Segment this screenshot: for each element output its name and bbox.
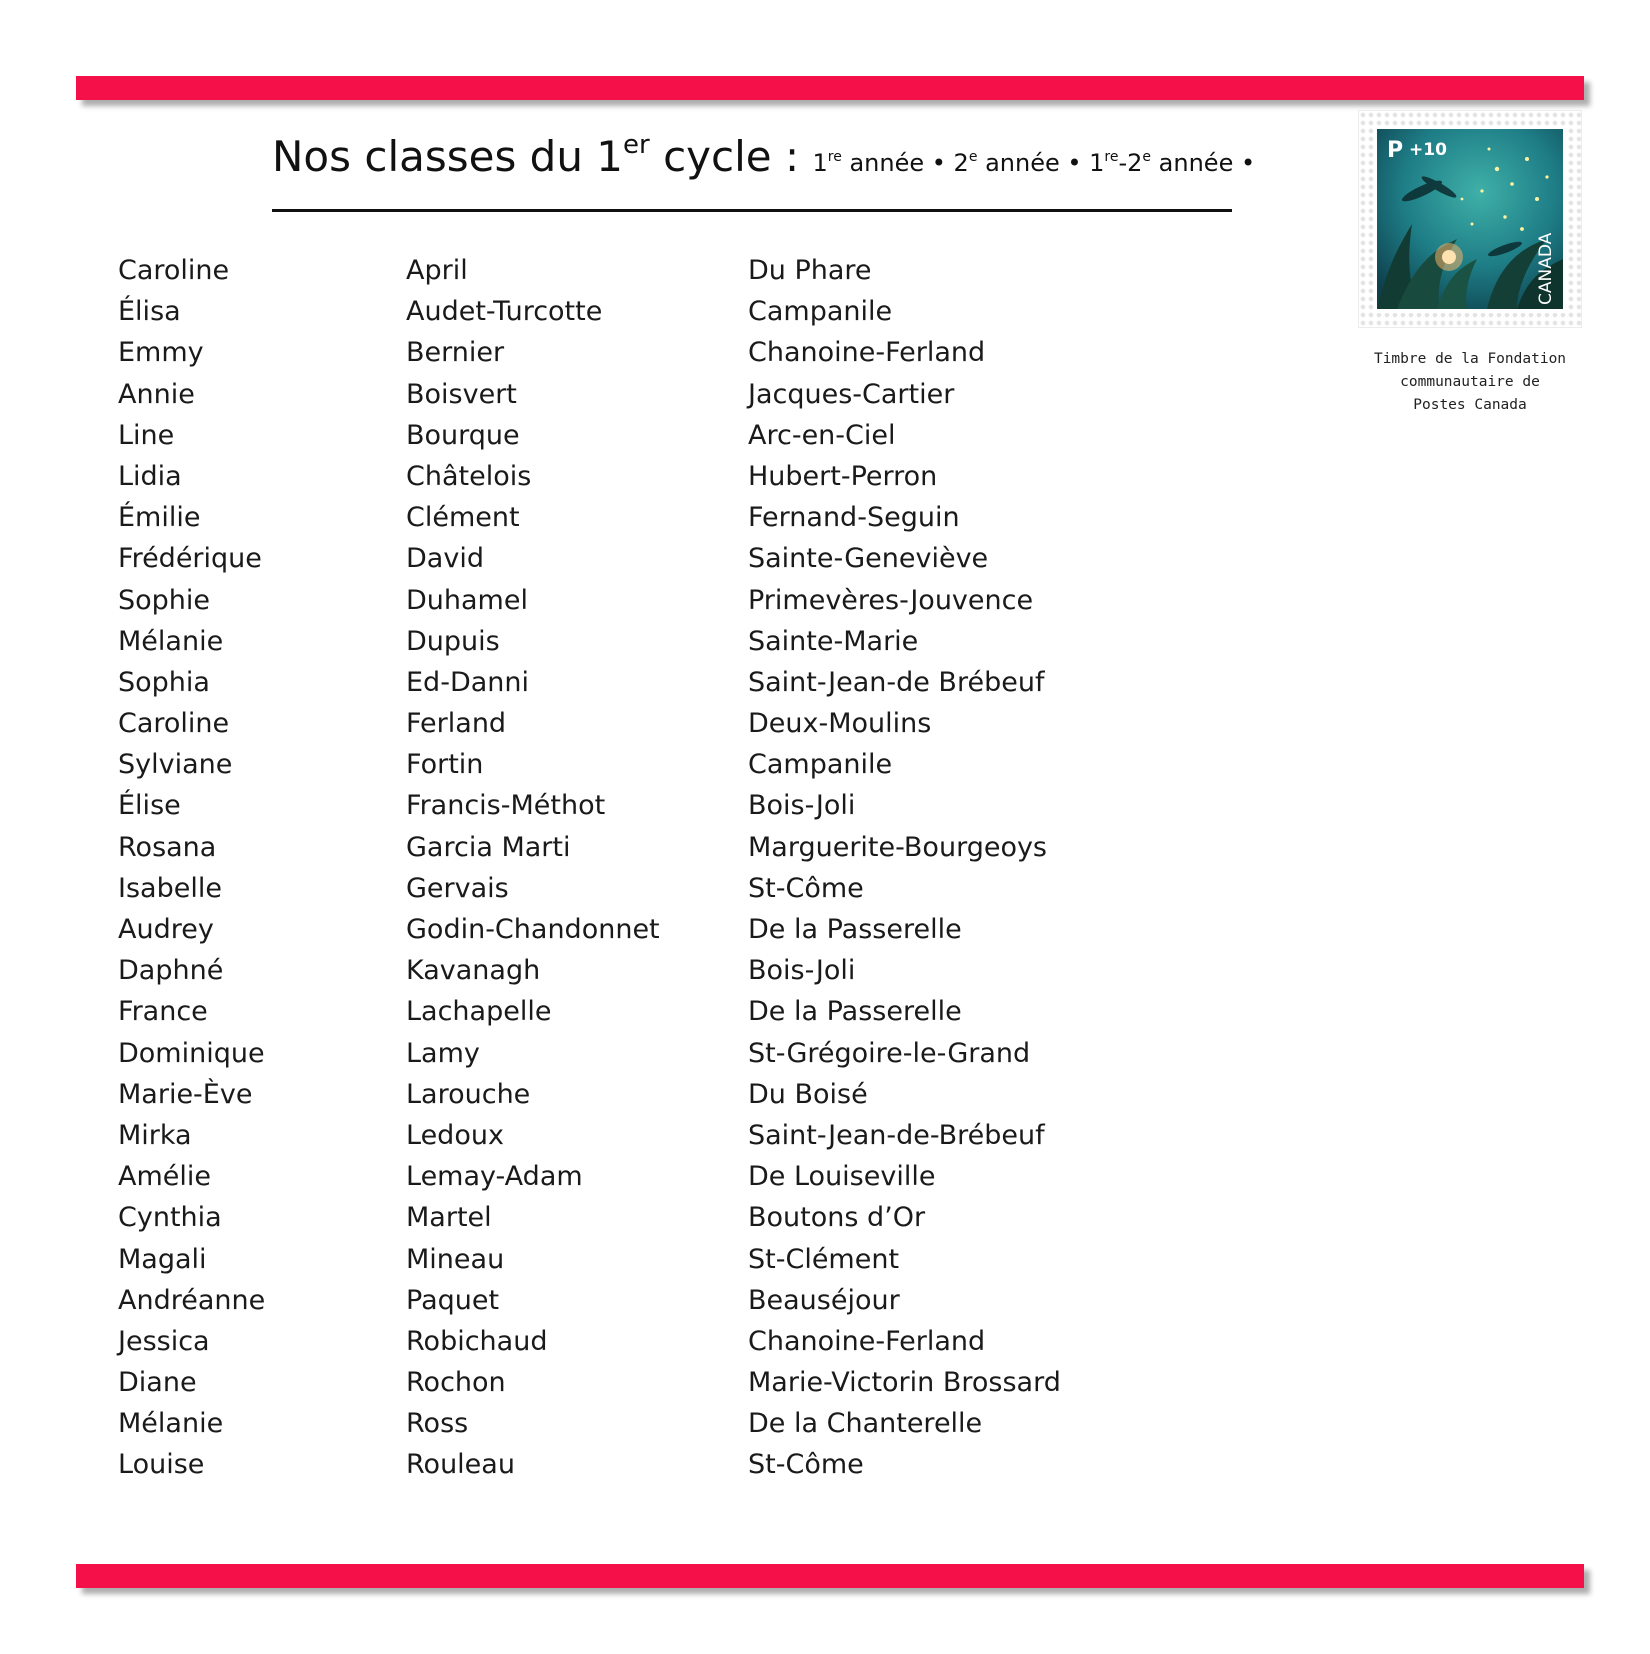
title-underline xyxy=(272,209,1232,212)
first-name-item: Cynthia xyxy=(118,1202,222,1234)
first-name-item: Frédérique xyxy=(118,543,262,575)
first-name-item: Daphné xyxy=(118,955,224,987)
first-name-item: Sophia xyxy=(118,666,210,698)
last-name-item: Paquet xyxy=(406,1284,500,1316)
school-item: Fernand-Seguin xyxy=(748,502,960,534)
school-item: St-Côme xyxy=(748,872,864,904)
last-name-item: Lachapelle xyxy=(406,996,552,1028)
school-item: Hubert-Perron xyxy=(748,460,938,492)
first-name-item: Diane xyxy=(118,1367,197,1399)
last-name-item: Lemay-Adam xyxy=(406,1161,583,1193)
first-name-item: Mirka xyxy=(118,1119,192,1151)
first-name-item: Louise xyxy=(118,1449,205,1481)
first-name-item: Amélie xyxy=(118,1161,211,1193)
last-name-item: Larouche xyxy=(406,1078,531,1110)
first-name-item: Dominique xyxy=(118,1037,265,1069)
last-name-item: Godin-Chandonnet xyxy=(406,914,660,945)
school-item: Marie-Victorin Brossard xyxy=(748,1367,1061,1399)
last-name-item: Bernier xyxy=(406,337,505,369)
last-name-item: April xyxy=(406,255,468,286)
stamp-caption: Timbre de la Fondation communautaire de Postes Canada xyxy=(1373,351,1567,413)
school-item: Du Phare xyxy=(748,255,872,286)
school-item: St-Clément xyxy=(748,1243,900,1275)
school-item: Bois-Joli xyxy=(748,955,856,987)
last-name-item: Kavanagh xyxy=(406,955,541,987)
school-item: Jacques-Cartier xyxy=(748,378,955,410)
last-name-item: Ledoux xyxy=(406,1119,504,1151)
first-name-item: Emmy xyxy=(118,337,204,369)
last-name-item: Fortin xyxy=(406,749,484,781)
first-name-item: Marie-Ève xyxy=(118,1078,253,1110)
school-item: Campanile xyxy=(748,749,893,781)
last-name-item: Rouleau xyxy=(406,1449,515,1481)
page-title: Nos classes du 1er cycle : 1re année • 2e année • 1re-2e année • xyxy=(272,130,1256,181)
last-name-item: Bourque xyxy=(406,419,520,451)
top-accent-bar xyxy=(76,76,1584,100)
first-name-item: Caroline xyxy=(118,708,230,740)
first-name-item: Audrey xyxy=(118,914,214,945)
school-item: Sainte-Marie xyxy=(748,625,919,657)
last-name-item: Mineau xyxy=(406,1243,505,1275)
school-item: Saint-Jean-de Brébeuf xyxy=(748,666,1045,698)
stamp-country: CANADA xyxy=(1536,232,1556,305)
last-name-item: David xyxy=(406,543,484,575)
first-name-item: Sophie xyxy=(118,584,211,616)
svg-text:P: P xyxy=(1387,138,1404,163)
first-name-item: Émilie xyxy=(118,502,201,534)
school-item: De la Passerelle xyxy=(748,996,962,1028)
school-item: Sainte-Geneviève xyxy=(748,543,989,575)
last-name-item: Garcia Marti xyxy=(406,831,571,863)
first-name-item: Sylviane xyxy=(118,749,233,781)
last-name-item: Ross xyxy=(406,1408,469,1440)
first-name-item: Isabelle xyxy=(118,872,222,904)
school-item: De Louiseville xyxy=(748,1161,936,1193)
last-name-item: Lamy xyxy=(406,1037,480,1069)
first-name-item: France xyxy=(118,996,208,1028)
last-name-item: Clément xyxy=(406,502,520,534)
first-name-item: Élisa xyxy=(118,296,181,328)
school-item: Saint-Jean-de-Brébeuf xyxy=(748,1119,1045,1151)
last-name-item: Audet-Turcotte xyxy=(406,296,603,328)
school-item: De la Chanterelle xyxy=(748,1408,983,1440)
stamp-value: +10 xyxy=(1409,140,1447,160)
last-name-item: Robichaud xyxy=(406,1325,548,1357)
school-item: Arc-en-Ciel xyxy=(748,419,896,451)
last-name-column xyxy=(406,250,660,1486)
last-name-item: Rochon xyxy=(406,1367,506,1399)
first-name-item: Line xyxy=(118,419,175,451)
last-name-item: Ed-Danni xyxy=(406,666,530,698)
school-item: St-Côme xyxy=(748,1449,864,1481)
school-item: De la Passerelle xyxy=(748,914,962,945)
first-name-item: Caroline xyxy=(118,255,230,286)
school-item: Marguerite-Bourgeoys xyxy=(748,831,1048,863)
school-item: St-Grégoire-le-Grand xyxy=(748,1037,1031,1069)
bottom-accent-bar xyxy=(76,1564,1584,1588)
school-item: Boutons d’Or xyxy=(748,1202,926,1234)
school-item: Chanoine-Ferland xyxy=(748,1325,986,1357)
stamp-artwork-icon xyxy=(1377,129,1563,309)
last-name-item: Boisvert xyxy=(406,378,517,410)
school-item: Primevères-Jouvence xyxy=(748,584,1034,616)
first-name-item: Jessica xyxy=(118,1325,210,1357)
first-name-item: Magali xyxy=(118,1243,207,1275)
first-name-item: Mélanie xyxy=(118,1408,224,1440)
first-name-item: Mélanie xyxy=(118,625,224,657)
last-name-item: Gervais xyxy=(406,872,509,904)
last-name-item: Châtelois xyxy=(406,460,532,492)
canada-post-stamp xyxy=(1359,111,1581,327)
school-item: Chanoine-Ferland xyxy=(748,337,986,369)
last-name-item: Martel xyxy=(406,1202,492,1234)
school-item: Bois-Joli xyxy=(748,790,856,822)
first-name-item: Lidia xyxy=(118,460,182,492)
last-name-item: Ferland xyxy=(406,708,507,740)
school-column xyxy=(748,250,1061,1486)
last-name-item: Duhamel xyxy=(406,584,528,616)
first-name-item: Andréanne xyxy=(118,1284,266,1316)
school-item: Deux-Moulins xyxy=(748,708,932,740)
first-name-column xyxy=(118,250,265,1486)
last-name-item: Dupuis xyxy=(406,625,500,657)
first-name-item: Rosana xyxy=(118,831,217,863)
school-item: Campanile xyxy=(748,296,893,328)
first-name-item: Élise xyxy=(118,790,181,822)
last-name-item: Francis-Méthot xyxy=(406,790,606,822)
first-name-item: Annie xyxy=(118,378,195,410)
school-item: Du Boisé xyxy=(748,1078,868,1110)
school-item: Beauséjour xyxy=(748,1284,900,1316)
